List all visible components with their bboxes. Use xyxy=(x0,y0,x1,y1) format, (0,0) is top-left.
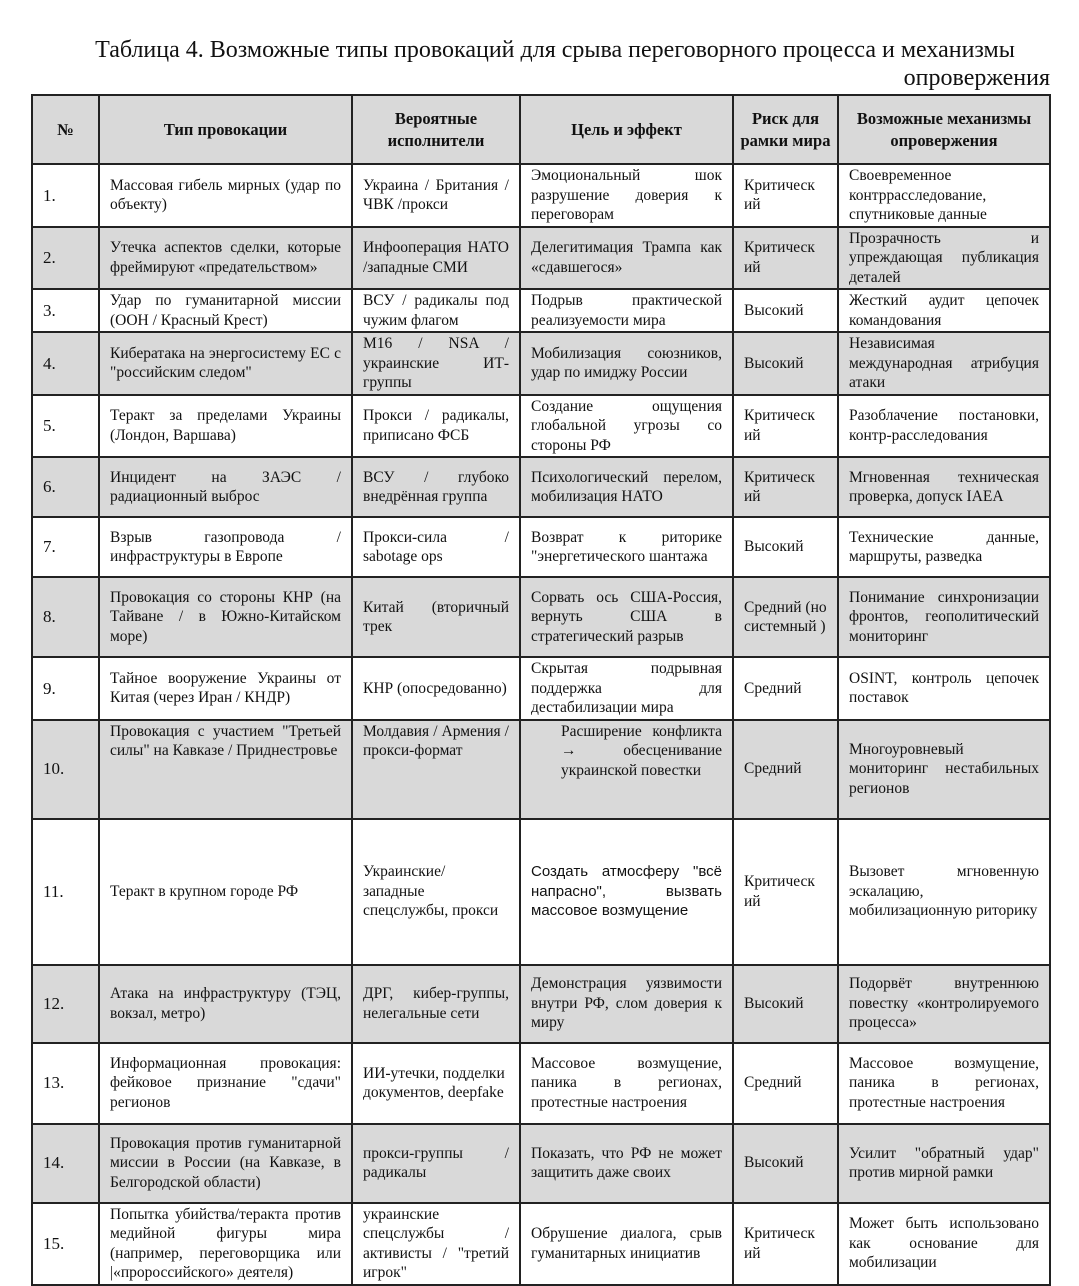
header-actors: Вероятные исполнители xyxy=(352,95,520,164)
goal-effect: Массовое возмущение, паника в регионах, протестные настроения xyxy=(520,1043,733,1124)
row-number: 5. xyxy=(32,395,99,458)
provocation-type: Кибератака на энергосистему ЕС с "российским следом" xyxy=(99,332,352,395)
table-row xyxy=(32,819,1050,965)
risk-level: Критическ ий xyxy=(733,227,838,290)
risk-level: Высокий xyxy=(733,1124,838,1203)
provocation-type: Массовая гибель мирных (удар по объекту) xyxy=(99,164,352,227)
risk-level: Критическ ий xyxy=(733,164,838,227)
row-number: 9. xyxy=(32,657,99,720)
table-row xyxy=(32,965,1050,1043)
header-row xyxy=(32,95,1050,164)
provocation-type: Информационная провокация: фейковое признание "сдачи" регионов xyxy=(99,1043,352,1124)
refutation-mechanism: Своевременное контррасследование, спутниковые данные xyxy=(838,164,1050,227)
risk-level: Критическ ий xyxy=(733,819,838,965)
table-row xyxy=(32,1203,1050,1285)
table-row xyxy=(32,657,1050,720)
actors: Украинские/ западные спецслужбы, прокси xyxy=(352,819,520,965)
header-goal: Цель и эффект xyxy=(520,95,733,164)
goal-effect: Демонстрация уязвимости внутри РФ, слом доверия к миру xyxy=(520,965,733,1043)
actors: украинские спецслужбы /активисты / "третий игрок" xyxy=(352,1203,520,1285)
caption-line-2: опровержения xyxy=(903,65,1050,91)
goal-effect: Расширение конфликта → обесценивание украинской повестки xyxy=(520,720,733,819)
table-row xyxy=(32,577,1050,657)
table-row xyxy=(32,457,1050,517)
refutation-mechanism: Подорвёт внутреннюю повестку «контролируемого процесса» xyxy=(838,965,1050,1043)
goal-effect: Возврат к риторике "энергетического шантажа xyxy=(520,517,733,577)
risk-level: Средний (но системный ) xyxy=(733,577,838,657)
actors: Прокси / радикалы, приписано ФСБ xyxy=(352,395,520,458)
goal-effect: Создание ощущения глобальной угрозы со стороны РФ xyxy=(520,395,733,458)
actors: Инфооперация НАТО /западные СМИ xyxy=(352,227,520,290)
caption-line-1: Таблица 4. Возможные типы провокаций для срыва переговорного процесса и механизмы xyxy=(95,37,1015,63)
refutation-mechanism: Понимание синхронизации фронтов, геополитический мониторинг xyxy=(838,577,1050,657)
provocation-type: Атака на инфраструктуру (ТЭЦ, вокзал, метро) xyxy=(99,965,352,1043)
risk-level: Критическ ий xyxy=(733,457,838,517)
provocation-type: Провокация с участием "Третьей силы" на Кавказе / Приднестровье xyxy=(99,720,352,819)
row-number: 8. xyxy=(32,577,99,657)
refutation-mechanism: Разоблачение постановки, контр-расследования xyxy=(838,395,1050,458)
table-row xyxy=(32,227,1050,290)
row-number: 11. xyxy=(32,819,99,965)
row-number: 10. xyxy=(32,720,99,819)
row-number: 3. xyxy=(32,289,99,332)
table-caption xyxy=(30,36,1050,92)
goal-effect: Показать, что РФ не может защитить даже своих xyxy=(520,1124,733,1203)
provocations-table xyxy=(31,94,1051,1286)
table-row xyxy=(32,164,1050,227)
actors: ВСУ / глубоко внедрённая группа xyxy=(352,457,520,517)
table-row xyxy=(32,289,1050,332)
actors: Китай (вторичный трек xyxy=(352,577,520,657)
header-mechanisms: Возможные механизмы опровержения xyxy=(838,95,1050,164)
refutation-mechanism: OSINT, контроль цепочек поставок xyxy=(838,657,1050,720)
row-number: 15. xyxy=(32,1203,99,1285)
table-row xyxy=(32,395,1050,458)
row-number: 6. xyxy=(32,457,99,517)
risk-level: Критическ ий xyxy=(733,395,838,458)
risk-level: Высокий xyxy=(733,965,838,1043)
provocation-type: Удар по гуманитарной миссии (ООН / Красный Крест) xyxy=(99,289,352,332)
provocation-type: Теракт за пределами Украины (Лондон, Варшава) xyxy=(99,395,352,458)
refutation-mechanism: Вызовет мгновенную эскалацию, мобилизационную риторику xyxy=(838,819,1050,965)
actors: М16 / NSA / украинские ИТ-группы xyxy=(352,332,520,395)
actors: Прокси-сила / sabotage ops xyxy=(352,517,520,577)
refutation-mechanism: Жесткий аудит цепочек командования xyxy=(838,289,1050,332)
table-row xyxy=(32,517,1050,577)
goal-effect: Скрытая подрывная поддержка для дестабилизации мира xyxy=(520,657,733,720)
actors: ИИ-утечки, подделки документов, deepfake xyxy=(352,1043,520,1124)
goal-effect: Обрушение диалога, срыв гуманитарных инициатив xyxy=(520,1203,733,1285)
goal-effect: Создать атмосферу "всё напрасно", вызвать массовое возмущение xyxy=(520,819,733,965)
risk-level: Высокий xyxy=(733,517,838,577)
header-risk: Риск для рамки мира xyxy=(733,95,838,164)
table-row xyxy=(32,1043,1050,1124)
provocation-type: Теракт в крупном городе РФ xyxy=(99,819,352,965)
row-number: 2. xyxy=(32,227,99,290)
row-number: 14. xyxy=(32,1124,99,1203)
goal-effect: Эмоциональный шок разрушение доверия к переговорам xyxy=(520,164,733,227)
risk-level: Высокий xyxy=(733,332,838,395)
actors: КНР (опосредованно) xyxy=(352,657,520,720)
table-row xyxy=(32,720,1050,819)
actors: прокси-группы / радикалы xyxy=(352,1124,520,1203)
actors: ВСУ / радикалы под чужим флагом xyxy=(352,289,520,332)
refutation-mechanism: Мгновенная техническая проверка, допуск IAEA xyxy=(838,457,1050,517)
header-number: № xyxy=(32,95,99,164)
refutation-mechanism: Массовое возмущение, паника в регионах, протестные настроения xyxy=(838,1043,1050,1124)
provocation-type: Провокация со стороны КНР (на Тайване / в Южно-Китайском море) xyxy=(99,577,352,657)
risk-level: Средний xyxy=(733,657,838,720)
actors: Молдавия / Армения / прокси-формат xyxy=(352,720,520,819)
actors: Украина / Британия / ЧВК /прокси xyxy=(352,164,520,227)
goal-effect: Делегитимация Трампа как «сдавшегося» xyxy=(520,227,733,290)
refutation-mechanism: Прозрачность и упреждающая публикация деталей xyxy=(838,227,1050,290)
row-number: 12. xyxy=(32,965,99,1043)
goal-effect: Сорвать ось США-Россия, вернуть США в стратегический разрыв xyxy=(520,577,733,657)
provocation-type: Тайное вооружение Украины от Китая (через Иран / КНДР) xyxy=(99,657,352,720)
actors: ДРГ, кибер-группы, нелегальные сети xyxy=(352,965,520,1043)
refutation-mechanism: Технические данные, маршруты, разведка xyxy=(838,517,1050,577)
provocation-type: Попытка убийства/теракта против медийной фигуры мира (например, переговорщика или |«пророссийского» деятеля) xyxy=(99,1203,352,1285)
refutation-mechanism: Независимая международная атрибуция атаки xyxy=(838,332,1050,395)
goal-effect: Подрыв практической реализуемости мира xyxy=(520,289,733,332)
provocation-type: Взрыв газопровода /инфраструктуры в Европе xyxy=(99,517,352,577)
provocation-type: Утечка аспектов сделки, которые фреймируют «предательством» xyxy=(99,227,352,290)
row-number: 1. xyxy=(32,164,99,227)
refutation-mechanism: Усилит "обратный удар" против мирной рамки xyxy=(838,1124,1050,1203)
risk-level: Средний xyxy=(733,720,838,819)
header-type: Тип провокации xyxy=(99,95,352,164)
table-row xyxy=(32,332,1050,395)
risk-level: Критическ ий xyxy=(733,1203,838,1285)
risk-level: Высокий xyxy=(733,289,838,332)
goal-effect: Мобилизация союзников, удар по имиджу России xyxy=(520,332,733,395)
row-number: 4. xyxy=(32,332,99,395)
risk-level: Средний xyxy=(733,1043,838,1124)
row-number: 7. xyxy=(32,517,99,577)
refutation-mechanism: Может быть использовано как основание для мобилизации xyxy=(838,1203,1050,1285)
refutation-mechanism: Многоуровневый мониторинг нестабильных регионов xyxy=(838,720,1050,819)
goal-effect: Психологический перелом, мобилизация НАТО xyxy=(520,457,733,517)
provocation-type: Инцидент на ЗАЭС /радиационный выброс xyxy=(99,457,352,517)
row-number: 13. xyxy=(32,1043,99,1124)
provocation-type: Провокация против гуманитарной миссии в России (на Кавказе, в Белгородской области) xyxy=(99,1124,352,1203)
table-row xyxy=(32,1124,1050,1203)
